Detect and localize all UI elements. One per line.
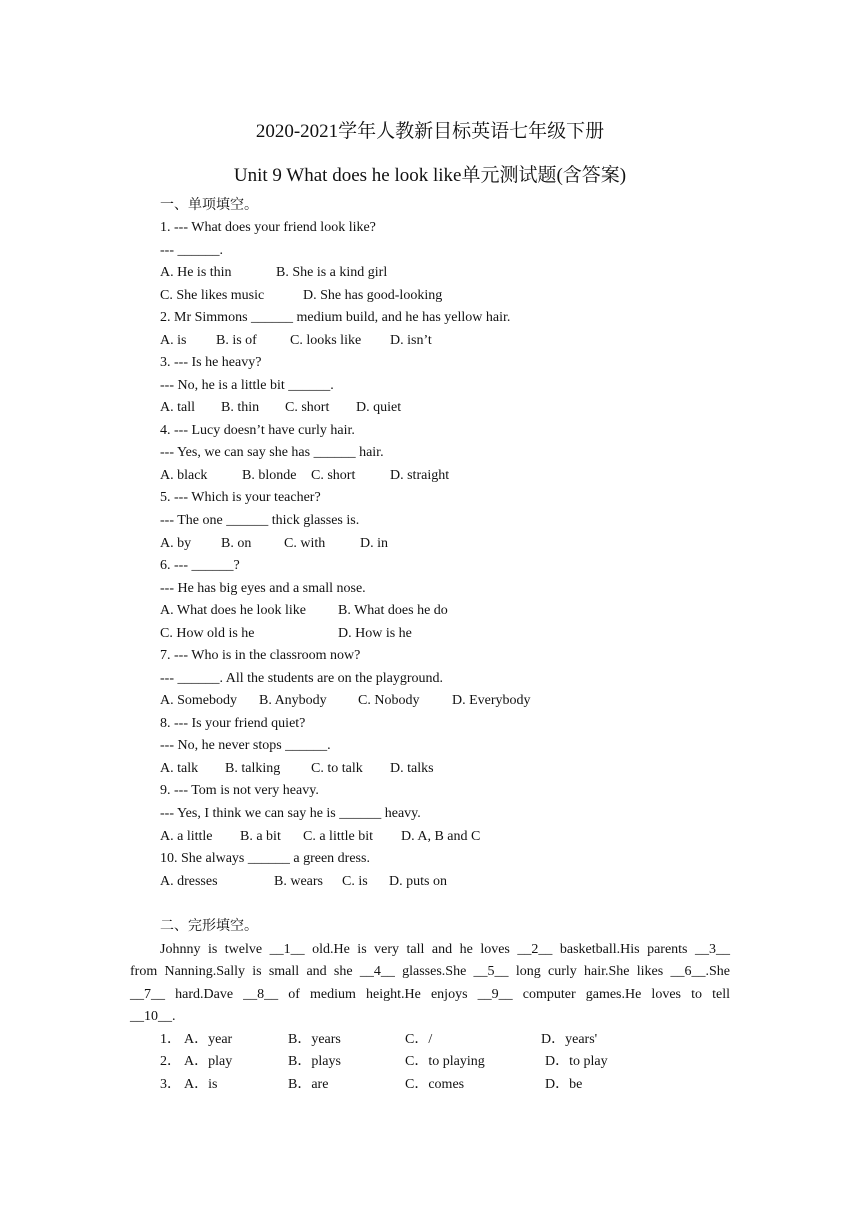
option-c: C．/ <box>405 1032 433 1047</box>
option-d: D. She has good-looking <box>303 288 443 303</box>
question-1-stem: 1. --- What does your friend look like? <box>160 220 376 235</box>
option-d: D. isn’t <box>390 333 432 348</box>
passage-line-4: __10__. <box>130 1009 176 1024</box>
option-c: C. short <box>311 468 356 483</box>
option-a: A. He is thin <box>160 265 232 280</box>
option-c: C. with <box>284 536 326 551</box>
option-b: B. Anybody <box>259 693 327 708</box>
option-a: A. tall <box>160 400 195 415</box>
section2-heading: 二、完形填空。 <box>160 919 258 934</box>
question-10-options <box>160 871 760 893</box>
question-6-answer-line: --- He has big eyes and a small nose. <box>160 581 366 596</box>
question-6-options-row2 <box>160 623 760 645</box>
option-d: D. quiet <box>356 400 402 415</box>
option-c: C．comes <box>405 1077 465 1092</box>
option-b: B．years <box>288 1032 341 1047</box>
option-b: B．are <box>288 1077 329 1092</box>
question-10-stem: 10. She always ______ a green dress. <box>160 851 370 866</box>
option-b: B. thin <box>221 400 260 415</box>
option-d: D. puts on <box>389 874 447 889</box>
option-d: D．be <box>545 1077 583 1092</box>
question-7-answer-line: --- ______. All the students are on the playground. <box>160 671 444 686</box>
option-a: A. Somebody <box>160 693 237 708</box>
option-a: A. What does he look like <box>160 603 306 618</box>
option-c: C. Nobody <box>358 693 420 708</box>
item-number: 3． <box>160 1077 181 1092</box>
document-subtitle: Unit 9 What does he look like单元测试题(含答案) <box>233 165 627 186</box>
passage-line-3: __7__ hard.Dave __8__ of medium height.He enjoys __9__ computer games.He loves to tell <box>130 987 730 1002</box>
section1-heading: 一、单项填空。 <box>160 198 258 213</box>
passage-line-1: Johnny is twelve __1__ old.He is very tall and he loves __2__ basketball.His parents __3__ <box>160 942 730 957</box>
option-c: C. looks like <box>290 333 362 348</box>
option-a: A．year <box>184 1032 233 1047</box>
question-8-options <box>160 758 760 780</box>
option-c: C. to talk <box>311 761 363 776</box>
question-1-options-row2 <box>160 285 760 307</box>
option-c: C. She likes music <box>160 288 265 303</box>
option-c: C. is <box>342 874 368 889</box>
cloze-item-1 <box>160 1029 740 1051</box>
question-8-answer-line: --- No, he never stops ______. <box>160 738 331 753</box>
option-c: C. a little bit <box>303 829 373 844</box>
question-9-stem: 9. --- Tom is not very heavy. <box>160 783 319 798</box>
cloze-item-3 <box>160 1074 740 1096</box>
question-1-answer-line: --- ______. <box>160 243 223 258</box>
question-5-options <box>160 533 760 555</box>
document-title: 2020-2021学年人教新目标英语七年级下册 <box>255 121 605 142</box>
option-a: A. black <box>160 468 208 483</box>
question-5-stem: 5. --- Which is your teacher? <box>160 490 321 505</box>
option-a: A. is <box>160 333 187 348</box>
option-b: B. is of <box>216 333 257 348</box>
question-2-stem: 2. Mr Simmons ______ medium build, and he has yellow hair. <box>160 310 511 325</box>
option-c: C. short <box>285 400 330 415</box>
question-6-options-row1 <box>160 600 760 622</box>
question-4-stem: 4. --- Lucy doesn’t have curly hair. <box>160 423 355 438</box>
option-d: D．to play <box>545 1054 608 1069</box>
option-d: D．years' <box>541 1032 598 1047</box>
passage-line-2: from Nanning.Sally is small and she __4__ glasses.She __5__ long curly hair.She likes __6__.She <box>130 964 730 979</box>
option-d: D. Everybody <box>452 693 531 708</box>
question-7-options <box>160 690 760 712</box>
question-6-stem: 6. --- ______? <box>160 558 240 573</box>
option-a: A. talk <box>160 761 199 776</box>
option-a: A. a little <box>160 829 213 844</box>
option-d: D. How is he <box>338 626 412 641</box>
option-d: D. in <box>360 536 388 551</box>
question-4-options <box>160 465 760 487</box>
option-b: B. on <box>221 536 252 551</box>
option-d: D. straight <box>390 468 450 483</box>
option-b: B. a bit <box>240 829 281 844</box>
question-3-stem: 3. --- Is he heavy? <box>160 355 262 370</box>
item-number: 2． <box>160 1054 181 1069</box>
cloze-item-2 <box>160 1051 740 1073</box>
option-b: B. talking <box>225 761 281 776</box>
item-number: 1． <box>160 1032 181 1047</box>
option-b: B．plays <box>288 1054 341 1069</box>
question-3-answer-line: --- No, he is a little bit ______. <box>160 378 334 393</box>
question-1-options-row1 <box>160 262 760 284</box>
question-5-answer-line: --- The one ______ thick glasses is. <box>160 513 360 528</box>
question-9-answer-line: --- Yes, I think we can say he is ______ heavy. <box>160 806 421 821</box>
option-c: C. How old is he <box>160 626 255 641</box>
option-a: A. dresses <box>160 874 218 889</box>
question-4-answer-line: --- Yes, we can say she has ______ hair. <box>160 445 384 460</box>
question-3-options <box>160 397 760 419</box>
option-b: B. She is a kind girl <box>276 265 388 280</box>
question-2-options <box>160 330 760 352</box>
option-b: B. wears <box>274 874 323 889</box>
option-c: C．to playing <box>405 1054 485 1069</box>
question-7-stem: 7. --- Who is in the classroom now? <box>160 648 361 663</box>
question-9-options <box>160 826 760 848</box>
option-a: A. by <box>160 536 192 551</box>
option-d: D. A, B and C <box>401 829 481 844</box>
option-d: D. talks <box>390 761 434 776</box>
option-b: B. blonde <box>242 468 297 483</box>
option-a: A．play <box>184 1054 233 1069</box>
option-a: A．is <box>184 1077 218 1092</box>
option-b: B. What does he do <box>338 603 448 618</box>
question-8-stem: 8. --- Is your friend quiet? <box>160 716 306 731</box>
